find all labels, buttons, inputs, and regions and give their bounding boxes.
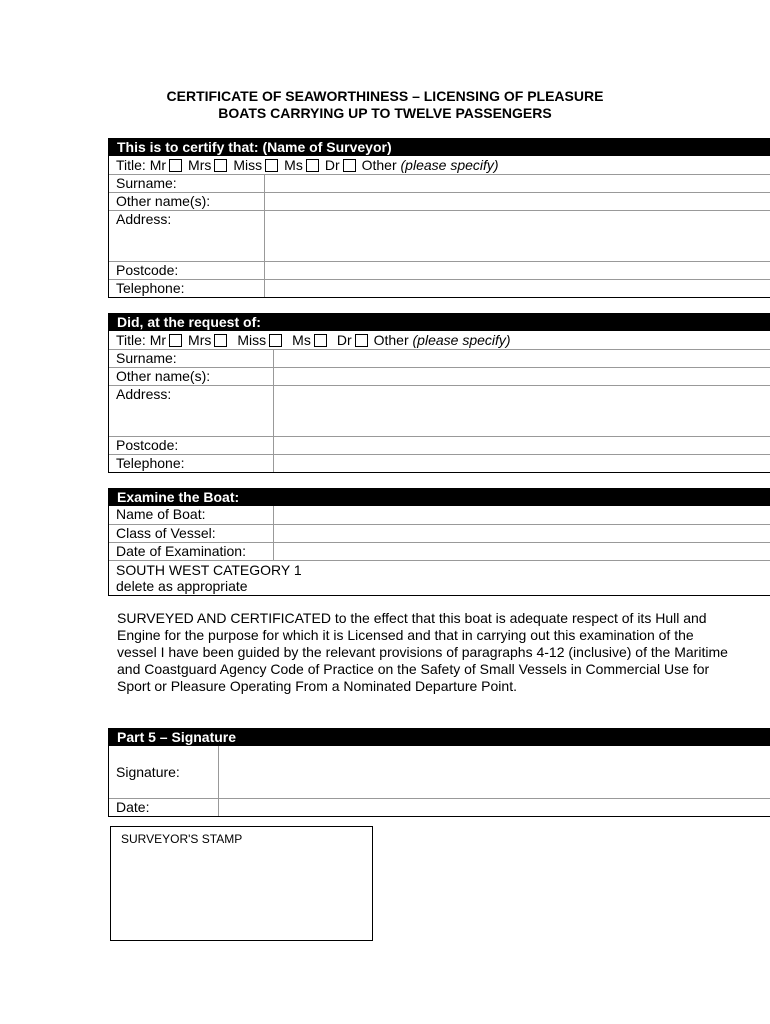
option-miss: Miss (237, 332, 267, 348)
surveyor-title-row (109, 156, 770, 174)
option-ms: Ms (292, 332, 311, 348)
surname-field[interactable] (264, 175, 770, 192)
boat-name-label: Name of Boat: (116, 506, 206, 522)
other-names-label: Other name(s): (116, 193, 211, 209)
document-title (0, 88, 770, 122)
surname-row (109, 349, 770, 367)
telephone-label: Telephone: (116, 280, 185, 296)
surveyor-stamp-label: SURVEYOR'S STAMP (121, 832, 243, 846)
other-names-row (109, 367, 770, 385)
address-row (109, 210, 770, 261)
telephone-label: Telephone: (116, 455, 185, 471)
address-row (109, 385, 770, 436)
other-names-field[interactable] (273, 368, 770, 385)
postcode-row (109, 261, 770, 279)
surveyor-section (108, 138, 770, 298)
boat-name-row (109, 506, 770, 524)
certification-text: SURVEYED AND CERTIFICATED to the effect that this boat is adequate respect of its Hull and Engine for the purpose for which it is Licensed and that in carrying out this examination of the vessel I have been guided by the relevant provisions of paragraphs 4-12 (inclusive) of the Maritime and Coastguard Agency Code of Practice on the Safety of Small Vessels in Commercial Use for Sport or Pleasure Operating From a Nominated Departure Point. (117, 610, 728, 694)
checkbox-dr[interactable] (355, 334, 368, 347)
surveyor-stamp-box[interactable] (110, 826, 373, 941)
postcode-row (109, 436, 770, 454)
other-hint: (please specify) (400, 157, 499, 173)
boat-name-field[interactable] (273, 506, 770, 524)
exam-date-label: Date of Examination: (116, 543, 246, 559)
signature-row (109, 746, 770, 798)
checkbox-mr[interactable] (169, 334, 182, 347)
vessel-class-label: Class of Vessel: (116, 525, 216, 541)
signature-section-header: Part 5 – Signature (109, 729, 770, 746)
vessel-class-field[interactable] (273, 525, 770, 542)
postcode-field[interactable] (264, 262, 770, 279)
exam-date-row (109, 542, 770, 560)
title-label: Title: Mr (116, 332, 167, 348)
signature-section (108, 728, 770, 817)
checkbox-dr[interactable] (343, 159, 356, 172)
requester-title-row (109, 331, 770, 349)
telephone-field[interactable] (273, 455, 770, 472)
requester-section-header: Did, at the request of: (109, 314, 770, 331)
option-ms: Ms (284, 157, 303, 173)
postcode-field[interactable] (273, 437, 770, 454)
date-field[interactable] (218, 799, 770, 816)
vessel-class-row (109, 524, 770, 542)
surname-label: Surname: (116, 350, 177, 366)
checkbox-ms[interactable] (306, 159, 319, 172)
surname-row (109, 174, 770, 192)
other-hint: (please specify) (412, 332, 511, 348)
other-names-field[interactable] (264, 193, 770, 210)
date-row (109, 798, 770, 816)
signature-label: Signature: (116, 764, 180, 780)
checkbox-mr[interactable] (169, 159, 182, 172)
category-row (109, 560, 770, 595)
option-miss: Miss (233, 157, 263, 173)
signature-field[interactable] (218, 746, 770, 798)
checkbox-ms[interactable] (314, 334, 327, 347)
telephone-field[interactable] (264, 280, 770, 297)
address-label: Address: (116, 211, 172, 227)
category-line-1: SOUTH WEST CATEGORY 1 (116, 562, 302, 578)
checkbox-miss[interactable] (269, 334, 282, 347)
address-label: Address: (116, 386, 172, 402)
checkbox-mrs[interactable] (214, 334, 227, 347)
option-dr: Dr (336, 332, 352, 348)
telephone-row (109, 279, 770, 297)
other-names-label: Other name(s): (116, 368, 211, 384)
option-mrs: Mrs (188, 332, 212, 348)
boat-section-header: Examine the Boat: (109, 489, 770, 506)
exam-date-field[interactable] (273, 543, 770, 560)
address-field[interactable] (264, 211, 770, 261)
surname-field[interactable] (273, 350, 770, 367)
option-other: Other (361, 157, 397, 173)
checkbox-mrs[interactable] (214, 159, 227, 172)
postcode-label: Postcode: (116, 262, 179, 278)
telephone-row (109, 454, 770, 472)
category-line-2: delete as appropriate (116, 578, 248, 594)
surname-label: Surname: (116, 175, 177, 191)
address-field[interactable] (273, 386, 770, 436)
title-line-1: CERTIFICATE OF SEAWORTHINESS – LICENSING OF PLEASURE (166, 88, 604, 104)
checkbox-miss[interactable] (265, 159, 278, 172)
title-line-2: BOATS CARRYING UP TO TWELVE PASSENGERS (218, 105, 552, 121)
option-dr: Dr (324, 157, 340, 173)
boat-section (108, 488, 770, 596)
postcode-label: Postcode: (116, 437, 179, 453)
requester-section (108, 313, 770, 473)
option-other: Other (373, 332, 409, 348)
date-label: Date: (116, 799, 150, 815)
title-label: Title: Mr (116, 157, 167, 173)
other-names-row (109, 192, 770, 210)
option-mrs: Mrs (188, 157, 212, 173)
surveyor-section-header: This is to certify that: (Name of Surveyor) (109, 139, 770, 156)
